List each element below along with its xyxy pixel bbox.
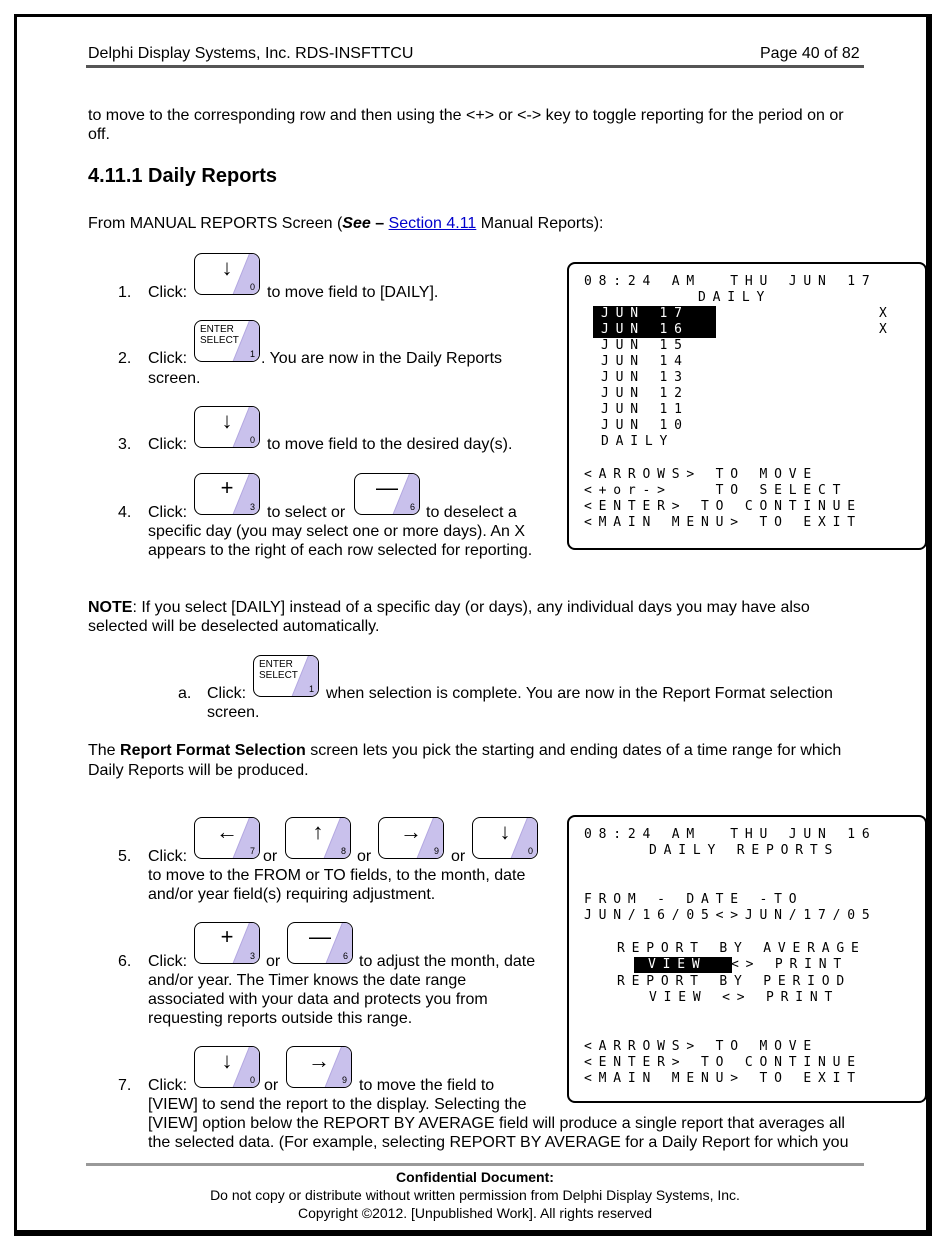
row-daily: DAILY <box>601 434 675 449</box>
minus-key[interactable] <box>354 473 420 515</box>
step-2-text: . You are now in the Daily Reports <box>261 350 503 367</box>
selected-mark: X <box>879 306 894 321</box>
step-3-text: to move field to the desired day(s). <box>267 436 513 453</box>
key-number: 0 <box>527 846 533 856</box>
screen-title: DAILY REPORTS <box>649 843 840 858</box>
date-range: JUN/16/05<>JUN/17/05 <box>584 908 877 923</box>
key-number: 9 <box>341 1075 347 1085</box>
from-to-label: FROM - DATE -TO <box>584 892 804 907</box>
header-rule <box>86 65 864 68</box>
daily-reports-screen <box>567 815 927 1103</box>
left-arrow-icon: ← <box>216 819 238 844</box>
row-jun15: JUN 15 <box>601 338 689 353</box>
down-arrow-key[interactable] <box>194 406 260 448</box>
from-line <box>88 214 603 233</box>
left-arrow-key[interactable] <box>194 817 260 859</box>
see-label: See <box>342 215 371 232</box>
rf-bold: Report Format Selection <box>120 742 306 759</box>
step-1-text: to move field to [DAILY]. <box>267 284 439 301</box>
screen-clock: 08:24 AM THU JUN 16 <box>584 827 877 842</box>
step-3-number: 3. <box>118 436 132 453</box>
minus-key[interactable] <box>287 922 353 964</box>
substep-a-line-2: screen. <box>207 704 260 721</box>
hint-enter: <ENTER> TO CONTINUE <box>584 499 862 514</box>
step-6-line-4: requesting reports outside this range. <box>148 1010 413 1027</box>
hint-main-menu: <MAIN MENU> TO EXIT <box>584 1071 862 1086</box>
key-number: 0 <box>249 282 255 292</box>
or-text: or <box>264 1077 279 1094</box>
key-number: 0 <box>249 435 255 445</box>
section-link[interactable]: Section 4.11 <box>388 215 477 232</box>
substep-a-number: a. <box>178 685 192 702</box>
report-by-period: REPORT BY PERIOD <box>617 974 852 989</box>
enter-select-key[interactable] <box>194 320 260 362</box>
up-arrow-key[interactable] <box>285 817 351 859</box>
step-6-text: to adjust the month, date <box>359 953 536 970</box>
step-7-line-3: [VIEW] option below the REPORT BY AVERAGE field will produce a single report that averages all <box>148 1115 845 1132</box>
or-text: or <box>266 953 281 970</box>
header-left: Delphi Display Systems, Inc. RDS-INSFTTCU <box>88 45 414 62</box>
key-number: 9 <box>433 846 439 856</box>
minus-icon: — <box>376 475 398 500</box>
plus-icon: + <box>220 924 234 949</box>
step-4-line-2: specific day (you may select one or more days). An X <box>148 523 526 540</box>
step-7-number: 7. <box>118 1077 132 1094</box>
down-arrow-icon: ↓ <box>221 408 233 433</box>
key-number: 6 <box>409 502 415 512</box>
step-3-click: Click: <box>148 436 188 453</box>
report-format-line-2: Daily Reports will be produced. <box>88 762 309 779</box>
or-text: or <box>357 848 372 865</box>
key-number: 0 <box>249 1075 255 1085</box>
step-1-number: 1. <box>118 284 132 301</box>
step-7-click: Click: <box>148 1077 188 1094</box>
or-text: or <box>263 848 278 865</box>
note-line-2: selected will be deselected automatically. <box>88 618 380 635</box>
hint-enter: <ENTER> TO CONTINUE <box>584 1055 862 1070</box>
step-7-line-2: [VIEW] to send the report to the display. Selecting the <box>148 1096 527 1113</box>
dash: – <box>370 215 389 232</box>
view-option-selected: VIEW <box>634 957 732 973</box>
row-jun12: JUN 12 <box>601 386 689 401</box>
or-text: or <box>451 848 466 865</box>
report-format-paragraph <box>88 741 841 760</box>
footer-rule <box>86 1163 864 1166</box>
plus-icon: + <box>220 475 234 500</box>
up-arrow-icon: ↑ <box>312 819 324 844</box>
enter-label: ENTER <box>200 324 234 335</box>
key-number: 6 <box>342 951 348 961</box>
screen-clock: 08:24 AM THU JUN 17 <box>584 274 877 289</box>
page-number: Page 40 of 82 <box>760 45 860 62</box>
key-number: 1 <box>249 349 255 359</box>
step-1-click: Click: <box>148 284 188 301</box>
step-6-click: Click: <box>148 953 188 970</box>
row-jun11: JUN 11 <box>601 402 689 417</box>
down-arrow-icon: ↓ <box>221 255 233 280</box>
step-6-line-3: associated with your data and protects you from <box>148 991 488 1008</box>
step-4-text: to deselect a <box>426 504 517 521</box>
right-arrow-icon: → <box>308 1048 330 1073</box>
from-text: From MANUAL REPORTS Screen ( <box>88 215 343 232</box>
report-by-average: REPORT BY AVERAGE <box>617 941 866 956</box>
down-arrow-icon: ↓ <box>499 819 511 844</box>
step-5-line-2: to move to the FROM or TO fields, to the month, date <box>148 867 526 884</box>
step-4-number: 4. <box>118 504 132 521</box>
step-2-number: 2. <box>118 350 132 367</box>
down-arrow-key[interactable] <box>472 817 538 859</box>
step-4-line-3: appears to the right of each row selected for reporting. <box>148 542 533 559</box>
step-4-mid: to select or <box>267 504 346 521</box>
rf-pre: The <box>88 742 121 759</box>
section-heading: 4.11.1 Daily Reports <box>88 165 277 187</box>
hint-arrows: <ARROWS> TO MOVE <box>584 467 819 482</box>
note-label: NOTE <box>88 599 133 616</box>
select-label: SELECT <box>259 670 298 681</box>
daily-screen <box>567 262 927 550</box>
right-arrow-key[interactable] <box>286 1046 352 1088</box>
key-number: 7 <box>249 846 255 856</box>
minus-icon: — <box>309 924 331 949</box>
key-number: 8 <box>340 846 346 856</box>
note-text: : If you select [DAILY] instead of a specific day (or days), any individual days you may have also <box>132 599 810 616</box>
hint-select: <+or-> TO SELECT <box>584 483 848 498</box>
step-5-click: Click: <box>148 848 188 865</box>
enter-label: ENTER <box>259 659 293 670</box>
row-jun16-selected: JUN 16 <box>593 322 716 338</box>
step-4-click: Click: <box>148 504 188 521</box>
step-2-text-2: screen. <box>148 370 201 387</box>
step-6-number: 6. <box>118 953 132 970</box>
view-print-option: VIEW <> PRINT <box>649 990 840 1005</box>
select-label: SELECT <box>200 335 239 346</box>
step-7-line-4: the selected data. (For example, selecting REPORT BY AVERAGE for a Daily Report for which you <box>148 1134 849 1151</box>
hint-arrows: <ARROWS> TO MOVE <box>584 1039 819 1054</box>
down-arrow-key[interactable] <box>194 253 260 295</box>
step-2-click: Click: <box>148 350 188 367</box>
print-option: <> PRINT <box>731 957 849 972</box>
substep-a-click: Click: <box>207 685 247 702</box>
footer-copyright: Copyright ©2012. [Unpublished Work]. All rights reserved <box>297 1205 652 1221</box>
row-jun17-selected: JUN 17 <box>593 306 716 322</box>
rf-post: screen lets you pick the starting and ending dates of a time range for which <box>305 742 842 759</box>
step-5-line-3: and/or year field(s) requiring adjustment. <box>148 886 436 903</box>
footer-title: Confidential Document: <box>396 1169 554 1185</box>
plus-key[interactable] <box>194 922 260 964</box>
right-arrow-key[interactable] <box>378 817 444 859</box>
key-number: 1 <box>308 684 314 694</box>
down-arrow-key[interactable] <box>194 1046 260 1088</box>
screen-title: DAILY <box>698 290 772 305</box>
right-arrow-icon: → <box>400 819 422 844</box>
hint-main-menu: <MAIN MENU> TO EXIT <box>584 515 862 530</box>
row-jun10: JUN 10 <box>601 418 689 433</box>
substep-a-text: when selection is complete. You are now in the Report Format selection <box>326 685 833 702</box>
footer-notice: Do not copy or distribute without written permission from Delphi Display Systems, Inc. <box>210 1187 740 1203</box>
from-post-text: Manual Reports): <box>476 215 604 232</box>
down-arrow-icon: ↓ <box>221 1048 233 1073</box>
step-5-number: 5. <box>118 848 132 865</box>
step-7-text: to move the field to <box>359 1077 495 1094</box>
note-paragraph <box>88 598 878 617</box>
key-number: 3 <box>249 502 255 512</box>
selected-mark: X <box>879 322 894 337</box>
intro-paragraph: to move to the corresponding row and then using the <+> or <-> key to toggle reporting for the period on or off. <box>88 107 844 143</box>
key-number: 3 <box>249 951 255 961</box>
step-6-line-2: and/or year. The Timer knows the date range <box>148 972 467 989</box>
row-jun14: JUN 14 <box>601 354 689 369</box>
plus-key[interactable] <box>194 473 260 515</box>
row-jun13: JUN 13 <box>601 370 689 385</box>
enter-select-key[interactable] <box>253 655 319 697</box>
